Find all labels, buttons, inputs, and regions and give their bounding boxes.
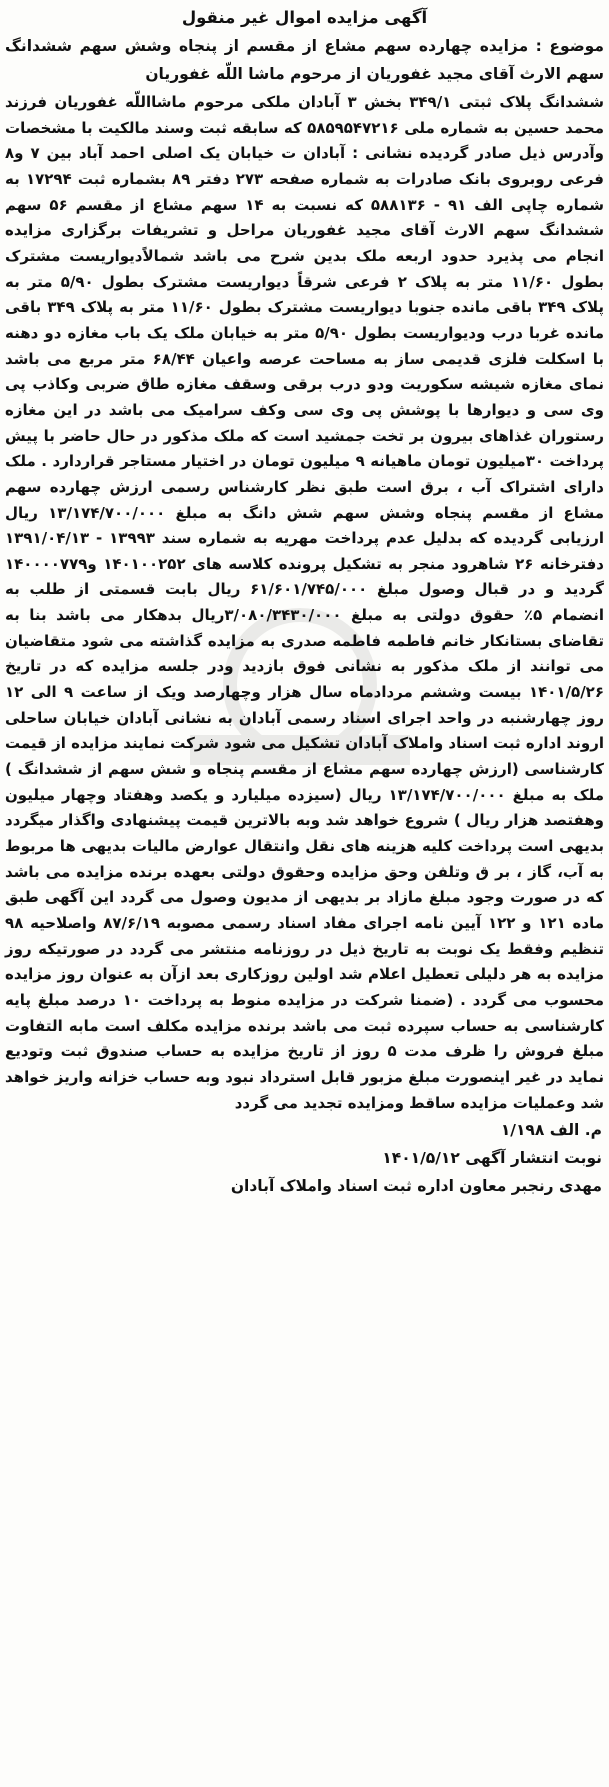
notice-publish-date: نوبت انتشار آگهی ۱۴۰۱/۵/۱۲ [382,1149,602,1168]
notice-body: ششدانگ پلاک ثبتی ۳۴۹/۱ بخش ۳ آبادان ملکی مرحوم ماشااللّه غفوریان فرزند محمد حسین به شماره ملی ۵۸۵۹۵۴۷۲۱۶ که سابقه ثبت وسند مالکیت با مشخصات وآدرس ذیل صادر گردیده نشانی : آبادان ت خیابان یک اصلی احمد آباد بین ۷ و۸ فرعی روبروی بانک صادرات به شماره صفحه ۲۷۳ دفتر ۸۹ بشماره ثبت ۱۷۲۹۴ به شماره چاپی الف ۹۱ - ۵۸۸۱۳۶ که نسبت به ۱۴ سهم مشاع از مقسم ۵۶ سهم ششدانگ سهم الارث آقای مجید غفوریان مراحل و تشریفات برگزاری مزایده انجام می پذیرد حدود اربعه ملک بدین شرح می باشد شمالاًدیواریست مشترک بطول ۱۱/۶۰ متر به پلاک ۲ فرعی شرقاً دیواریست مشترک بطول ۵/۹۰ متر به پلاک ۳۴۹ باقی مانده جنوبا دیواریست مشترک بطول ۱۱/۶۰ متر به پلاک ۳۴۹ باقی مانده غربا درب ودیواریست بطول ۵/۹۰ متر به خیابان ملک یک باب مغازه دو دهنه با اسکلت فلزی قدیمی ساز به مساحت عرصه واعیان ۶۸/۴۴ متر مربع می باشد نمای مغازه شیشه سکوریت ودو درب برقی وسقف مغازه طاق ضربی وکاذب پی وی سی و دیوارها با پوشش پی وی سی وکف سرامیک می باشد در این مغازه رستوران غذاهای بیرون بر تخت جمشید است که ملک مذکور در حال حاضر با پیش پرداخت ۳۰میلیون تومان ماهیانه ۹ میلیون تومان در اختیار مستاجر قراردارد . ملک دارای اشتراک آب ، برق است طبق نظر کارشناس رسمی ارزش چهارده سهم مشاع از مقسم پنجاه وشش سهم شش دانگ به مبلغ ۱۳/۱۷۴/۷۰۰/۰۰۰ ریال ارزیابی گردیده که بدلیل عدم پرداخت مهریه به شماره سند ۱۳۹۹۳ - ۱۳۹۱/۰۴/۱۳ دفترخانه ۲۶ شاهرود منجر به تشکیل پرونده کلاسه های ۱۴۰۱۰۰۲۵۲ و۱۴۰۰۰۰۷۷۹ گردید و در قبال وصول مبلغ ۶۱/۶۰۱/۷۴۵/۰۰۰ ریال بابت قسمتی از طلب به انضمام ۵٪ حقوق دولتی به مبلغ ۳/۰۸۰/۳۴۳۰/۰۰۰ریال بدهکار می باشد بنا به تقاضای بستانکار خانم فاطمه فاطمه صدری به مزایده گذاشته می شود متقاضیان می توانند از ملک مذکور به نشانی فوق بازدید ودر جلسه مزایده که در تاریخ ۱۴۰۱/۵/۲۶ بیست وششم مردادماه سال هزار وچهارصد ویک از ساعت ۹ الی ۱۲ روز چهارشنبه در واحد اجرای اسناد رسمی آبادان به نشانی آبادان خیابان ساحلی اروند اداره ثبت اسناد واملاک آبادان تشکیل می شود شرکت نمایند مزایده از قیمت کارشناسی (ارزش چهارده سهم مشاع از مقسم پنجاه و شش سهم از ششدانگ ) ملک به مبلغ ۱۳/۱۷۴/۷۰۰/۰۰۰ ریال (سیزده میلیارد و یکصد وهفتاد وچهار میلیون وهفتصد هزار ریال ) شروع خواهد شد وبه بالاترین قیمت پیشنهادی واگذار میگردد بدیهی است پرداخت کلیه هزینه های نقل وانتقال عوارض مالیات بدیهی ها مربوط به آب، گاز ، بر ق وتلفن وحق مزایده وحقوق دولتی بعهده برنده مزایده می باشد که در صورت وجود مبلغ مازاد بر بدیهی از مدیون وصول می گردد این آگهی طبق ماده ۱۲۱ و ۱۲۲ آیین نامه اجرای مفاد اسناد رسمی مصوبه ۸۷/۶/۱۹ واصلاحیه ۹۸ تنظیم وفقط یک نوبت به تاریخ ذیل در روزنامه منتشر می گردد در صورتیکه روز مزایده به هر دلیلی تعطیل اعلام شد اولین روزکاری بعد ازآن به عنوان روز مزایده محسوب می گردد . (ضمنا شرکت در مزایده منوط به پرداخت ۱۰ درصد مبلغ پایه کارشناسی به حساب سپرده ثبت می باشد برنده مزایده مکلف است مابه التفاوت مبلغ فروش را ظرف مدت ۵ روز از تاریخ مزایده به حساب صندوق ثبت وتودیع نماید در غیر اینصورت مبلغ مزبور قابل استرداد نبود وبه حساب خزانه واریز خواهد شد وعملیات مزایده ساقط ومزایده تجدید می گردد [5,93,605,1112]
notice-subject: موضوع : مزایده چهارده سهم مشاع از مقسم از پنجاه وشش سهم ششدانگ سهم الارث آقای مجید غفوریان از مرحوم ماشا اللّه غفوریان [5,37,604,83]
notice-title: آگهی مزایده اموال غیر منقول [181,8,428,27]
notice-signature: مهدی رنجبر معاون اداره ثبت اسناد واملاک آبادان [230,1177,602,1196]
notice-reference-number: م. الف ۱/۱۹۸ [500,1121,602,1140]
auction-notice [5,2,604,1200]
